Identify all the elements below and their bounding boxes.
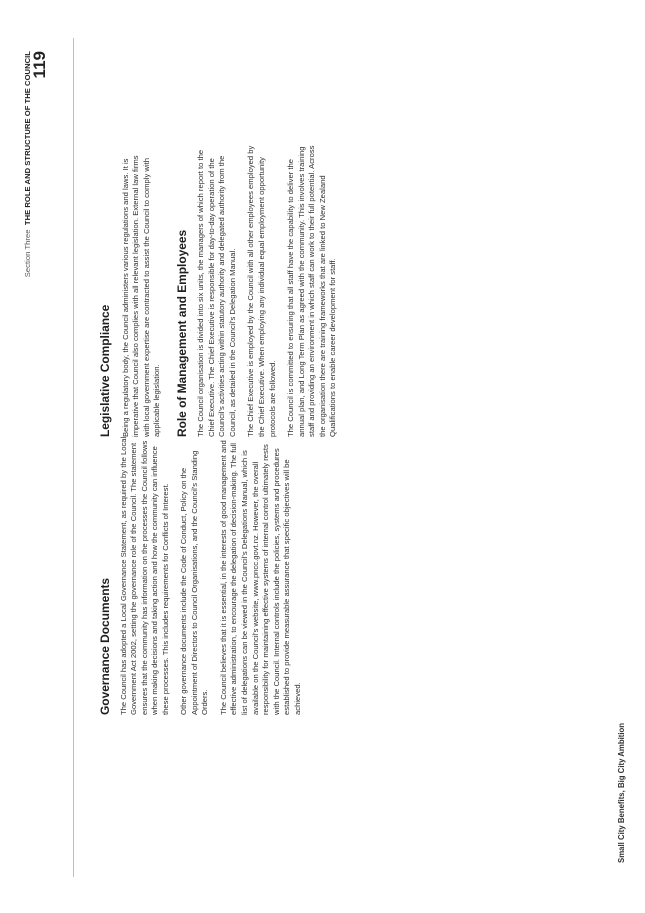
- page-number: 119: [30, 51, 49, 79]
- footer-text: Small City Benefits, Big City Ambition: [617, 722, 626, 863]
- paragraph: The Chief Executive is employed by the Council with all other employees employed by the Chief Executive. When employing any individual equal employment opportunity protocols are followed.: [246, 145, 277, 437]
- heading-role-of-management: Role of Management and Employees: [174, 229, 189, 437]
- section-label: Section Three: [23, 229, 32, 278]
- paragraph: The Council has adopted a Local Governance Statement, as required by the Local Government Act 2002, setting the governance role of the Council. The statement ensures that the community has information on the processes the Council follows when making decisions and taking action and how the community can influence these processes. This includes requirements for Conflicts of Interest.: [118, 436, 170, 715]
- paragraph: Other governance documents include the Code of Conduct, Policy on the Appointment of Directors to Council Organisations, and the Council's Standing Orders.: [179, 450, 210, 715]
- paragraph: The Council organisation is divided into six units, the managers of which report to the Chief Executive. The Chief Executive is responsible for day-to-day operation of the Council's activities acting within statutory authority and delegated authority from the Council, as detailed in the Council's Delegation Manual.: [196, 149, 237, 437]
- paragraph: The Council believes that it is essential, in the interests of good management and effective administration, to encourage the delegation of decision-making. The full list of delegations can be viewed in the Council's Delegations Manual, which is available on the Council's website, www.pncc.govt.nz. However, the overall responsibility for maintaining effective systems of internal control ultimately rests with the Council. Internal controls include the policies, systems and procedures established to provide measurable assurance that specific objectives will be achieved.: [218, 440, 302, 715]
- header-rule: [73, 38, 74, 877]
- section-header: [23, 51, 32, 913]
- section-title: THE ROLE AND STRUCTURE OF THE COUNCIL: [23, 51, 32, 226]
- heading-legislative-compliance: Legislative Compliance: [98, 304, 112, 437]
- heading-governance-documents: Governance Documents: [98, 577, 112, 715]
- column-governance: [100, 434, 311, 715]
- paragraph: Being a regulatory body, the Council administers various regulations and laws. It is imperative that Council also complies with all relevant legislation. External law firms with local government expertise are contracted to assist the Council to comply with applicable legislation.: [120, 155, 162, 437]
- paragraph: The Council is committed to ensuring that all staff have the capability to deliver the annual plan, and Long Term Plan as agreed with the community. This involves training staff and providing an environment in which staff can work to their full potential. Across the organisation there are training frameworks that are linked to New Zealand Qualifications to enable career development for staff.: [286, 145, 338, 437]
- column-compliance-management: [100, 145, 347, 437]
